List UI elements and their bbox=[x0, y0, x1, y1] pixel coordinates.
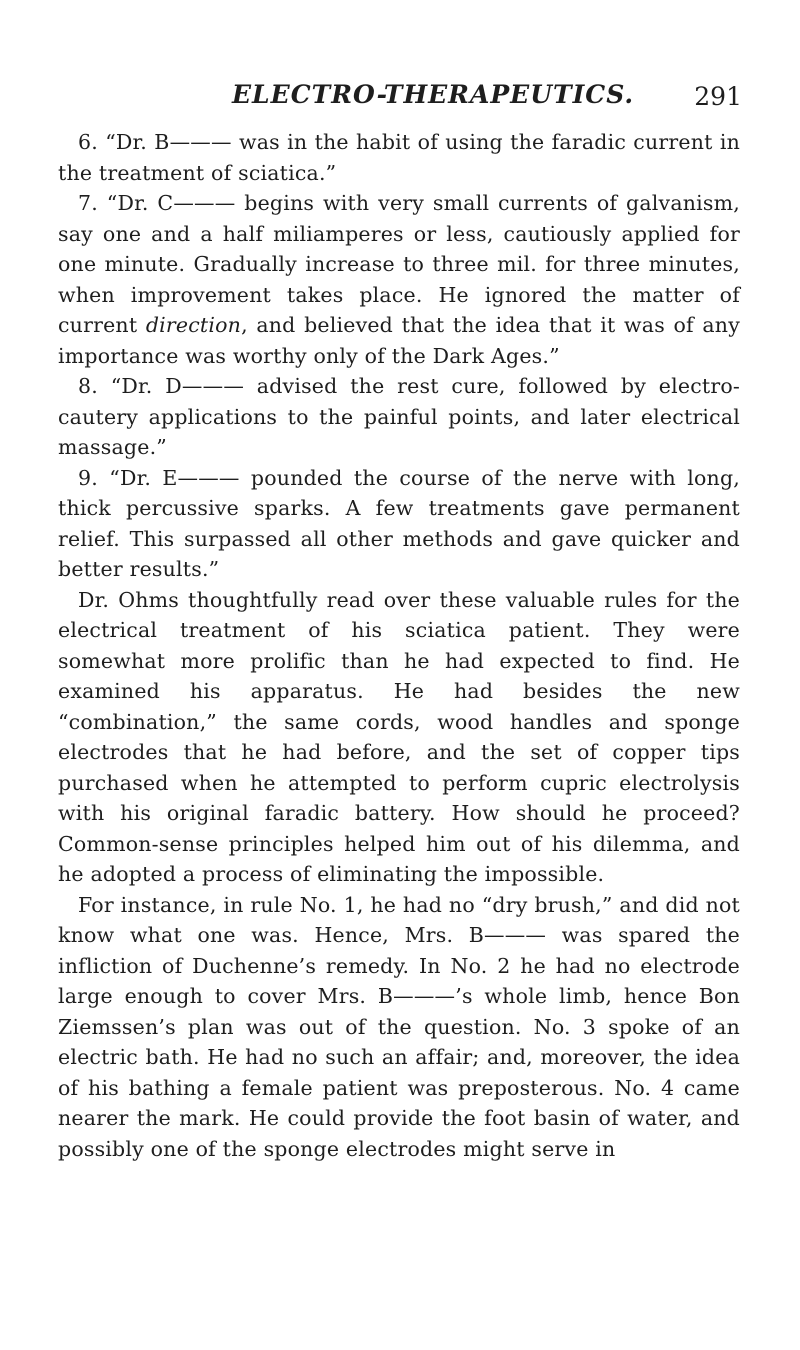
paragraph-rule-8: 8. “Dr. D——— advised the rest cure, followed by electro-cautery applications to the painful points, and later electrical massage.” bbox=[58, 374, 740, 459]
paragraph-rule-6: 6. “Dr. B——— was in the habit of using the faradic current in the treatment of sciatica.” bbox=[58, 130, 740, 185]
paragraph-rule-7 bbox=[58, 188, 740, 371]
page-header bbox=[0, 80, 800, 120]
page-number: 291 bbox=[694, 82, 742, 111]
running-head: ELECTRO-THERAPEUTICS. bbox=[232, 80, 635, 109]
body-text bbox=[58, 127, 740, 1164]
paragraph-ohms: Dr. Ohms thoughtfully read over these valuable rules for the electrical treatment of his sciatica patient. They were somewhat more prolific than he had expected to find. He examined his apparatus. He had besides the new “combination,” the same cords, wood handles and sponge electrodes that he had before, and the set of copper tips purchased when he attempted to perform cupric electrolysis with his original faradic battery. How should he proceed? Common-sense principles helped him out of his dilemma, and he adopted a process of eliminating the impossible. bbox=[58, 587, 740, 886]
paragraph-rule-7-part-2: , and believed that the idea that it was of any importance was worthy only of the Dark Ages.” bbox=[58, 313, 740, 368]
paragraph-rule-9: 9. “Dr. E——— pounded the course of the nerve with long, thick percussive sparks. A few treatments gave permanent relief. This surpassed all other methods and gave quicker and better results.” bbox=[58, 465, 740, 581]
paragraph-rule-7-part-1: 7. “Dr. C——— begins with very small currents of galvanism, say one and a half miliamperes or less, cautiously applied for one minute. Gradually increase to three mil. for three minutes, when improvement takes place. He ignored the matter of current bbox=[58, 191, 740, 337]
paragraph-instance: For instance, in rule No. 1, he had no “dry brush,” and did not know what one was. Hence, Mrs. B——— was spared the infliction of Duchenne’s remedy. In No. 2 he had no electrode large enough to cover Mrs. B———’s whole limb, hence Bon Ziemssen’s plan was out of the question. No. 3 spoke of an electric bath. He had no such an affair; and, moreover, the idea of his bathing a female patient was preposterous. No. 4 came nearer the mark. He could provide the foot basin of water, and possibly one of the sponge electrodes might serve in bbox=[58, 892, 740, 1161]
emphasis-direction: direction bbox=[145, 313, 242, 337]
